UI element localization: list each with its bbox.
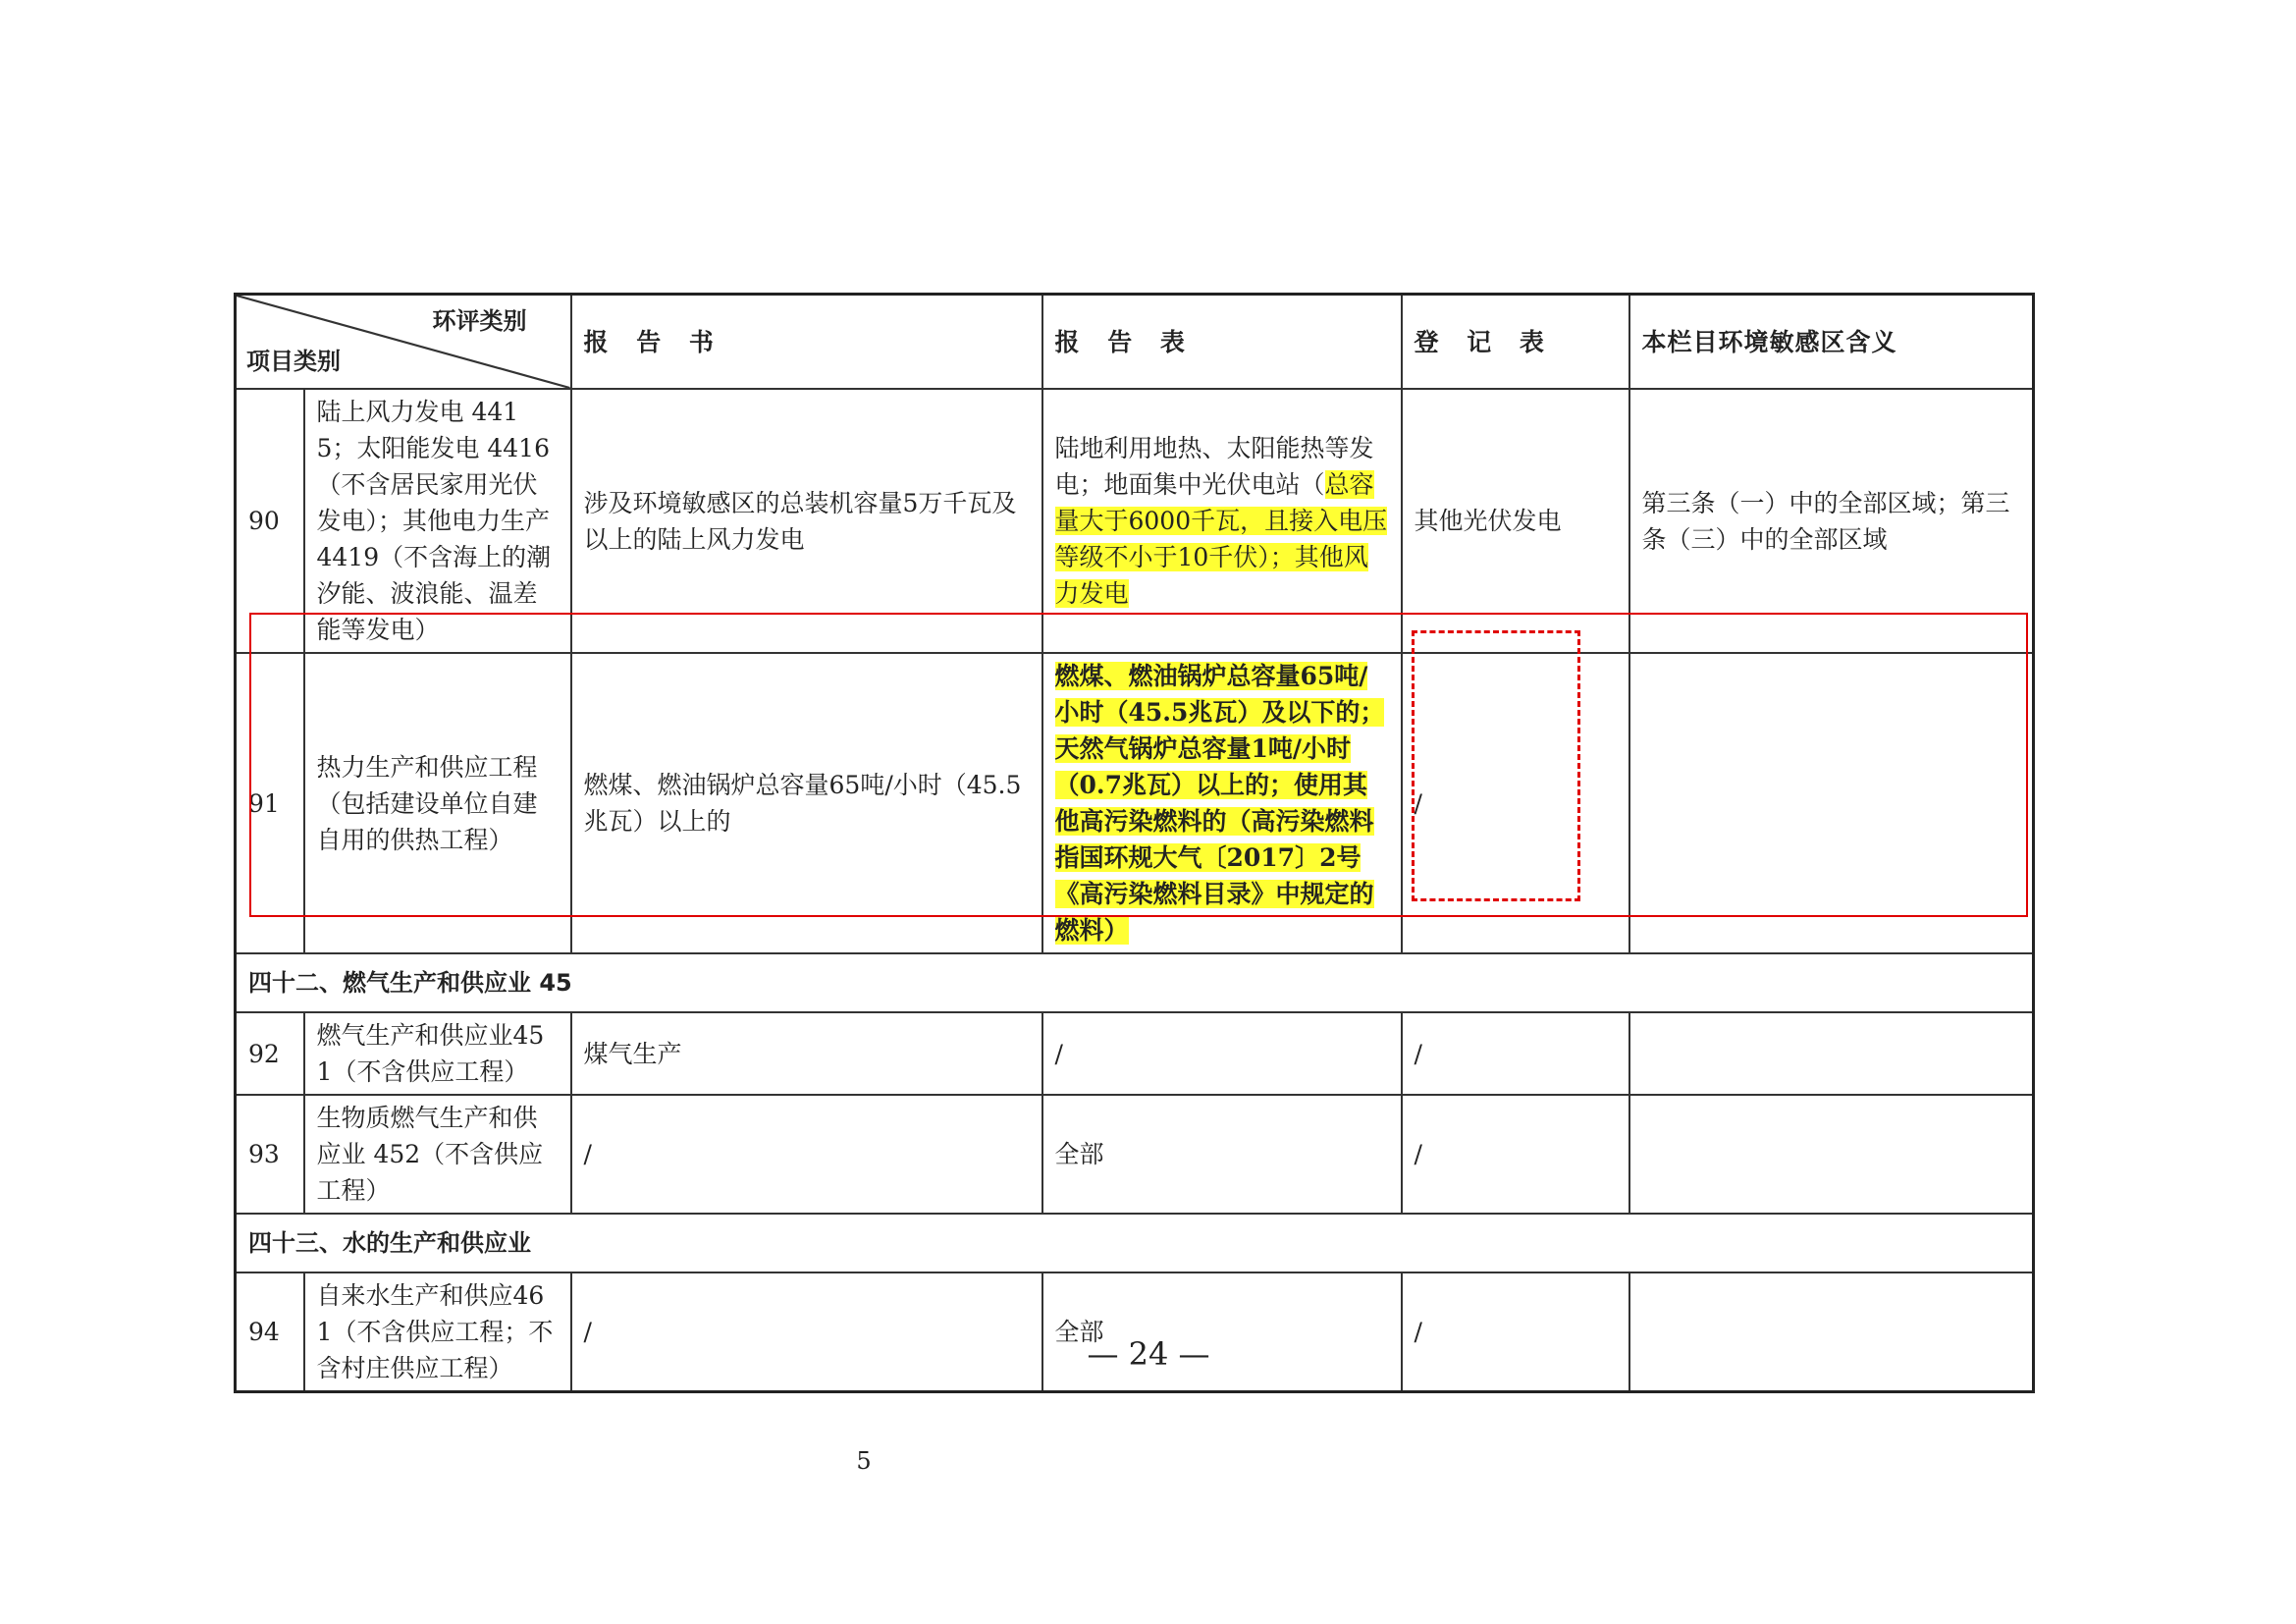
table-row-93 [236, 1095, 2034, 1214]
sensitive-area-cell [1629, 653, 2034, 953]
section-row-42 [236, 953, 2034, 1012]
report-book-cell: 煤气生产 [571, 1012, 1042, 1095]
register-form-cell: / [1402, 1272, 1629, 1392]
sensitive-area-cell [1629, 1095, 2034, 1214]
highlighted-text: 燃煤、燃油锅炉总容量65吨/小时（45.5兆瓦）及以下的；天然气锅炉总容量1吨/小时（0.7兆瓦）以上的；使用其他高污染燃料的（高污染燃料指国环规大气〔2017〕2号《高污染燃料目录》中规定的燃料） [1054, 662, 1385, 945]
footnote-number: 5 [856, 1447, 872, 1475]
sensitive-area-cell [1629, 1272, 2034, 1392]
register-form-cell: / [1402, 653, 1629, 953]
project-category: 燃气生产和供应业451（不含供应工程） [304, 1012, 571, 1095]
eia-category-label: 环评类别 [432, 307, 527, 335]
row-number: 90 [236, 389, 304, 653]
report-form-cell: 全部 [1042, 1095, 1402, 1214]
col-report-form: 报 告 表 [1042, 295, 1402, 390]
col-register-form: 登 记 表 [1402, 295, 1629, 390]
row-number: 91 [236, 653, 304, 953]
register-form-cell: / [1402, 1012, 1629, 1095]
report-form-cell: 全部 [1042, 1272, 1402, 1392]
project-category: 陆上风力发电 4415；太阳能发电 4416（不含居民家用光伏发电）；其他电力生产4419（不含海上的潮汐能、波浪能、温差能等发电） [304, 389, 571, 653]
section-title: 四十三、水的生产和供应业 [236, 1214, 2034, 1272]
report-book-cell: 燃煤、燃油锅炉总容量65吨/小时（45.5兆瓦）以上的 [571, 653, 1042, 953]
row-number: 93 [236, 1095, 304, 1214]
report-book-cell: 涉及环境敏感区的总装机容量5万千瓦及以上的陆上风力发电 [571, 389, 1042, 653]
report-book-cell: / [571, 1272, 1042, 1392]
section-title: 四十二、燃气生产和供应业 45 [236, 953, 2034, 1012]
sensitive-area-cell: 第三条（一）中的全部区域；第三条（三）中的全部区域 [1629, 389, 2034, 653]
register-form-cell: 其他光伏发电 [1402, 389, 1629, 653]
table-row-91 [236, 653, 2034, 953]
project-category: 热力生产和供应工程（包括建设单位自建自用的供热工程） [304, 653, 571, 953]
table-row-94 [236, 1272, 2034, 1392]
col-sensitive-area: 本栏目环境敏感区含义 [1629, 295, 2034, 390]
row-number: 92 [236, 1012, 304, 1095]
project-category: 自来水生产和供应461（不含供应工程；不含村庄供应工程） [304, 1272, 571, 1392]
row-number: 94 [236, 1272, 304, 1392]
table-row-92 [236, 1012, 2034, 1095]
project-category: 生物质燃气生产和供应业 452（不含供应工程） [304, 1095, 571, 1214]
col-report-book: 报 告 书 [571, 295, 1042, 390]
report-form-cell: / [1042, 1012, 1402, 1095]
project-category-label: 项目类别 [246, 348, 341, 375]
register-form-cell: / [1402, 1095, 1629, 1214]
sensitive-area-cell [1629, 1012, 2034, 1095]
page-number: — 24 — [1087, 1335, 1210, 1373]
highlighted-text: 总容量大于6000千瓦，且接入电压等级不小于10千伏）；其他风力发电 [1054, 470, 1388, 608]
report-book-cell: / [571, 1095, 1042, 1214]
table-header-row [236, 295, 2034, 390]
report-form-cell [1042, 389, 1402, 653]
section-row-43 [236, 1214, 2034, 1272]
report-form-text: 陆地利用地热、太阳能热等发电；地面集中光伏电站（ [1054, 434, 1374, 499]
table-row-90 [236, 389, 2034, 653]
report-form-cell [1042, 653, 1402, 953]
eia-classification-table [234, 293, 2035, 1393]
diagonal-header-cell [236, 295, 571, 390]
